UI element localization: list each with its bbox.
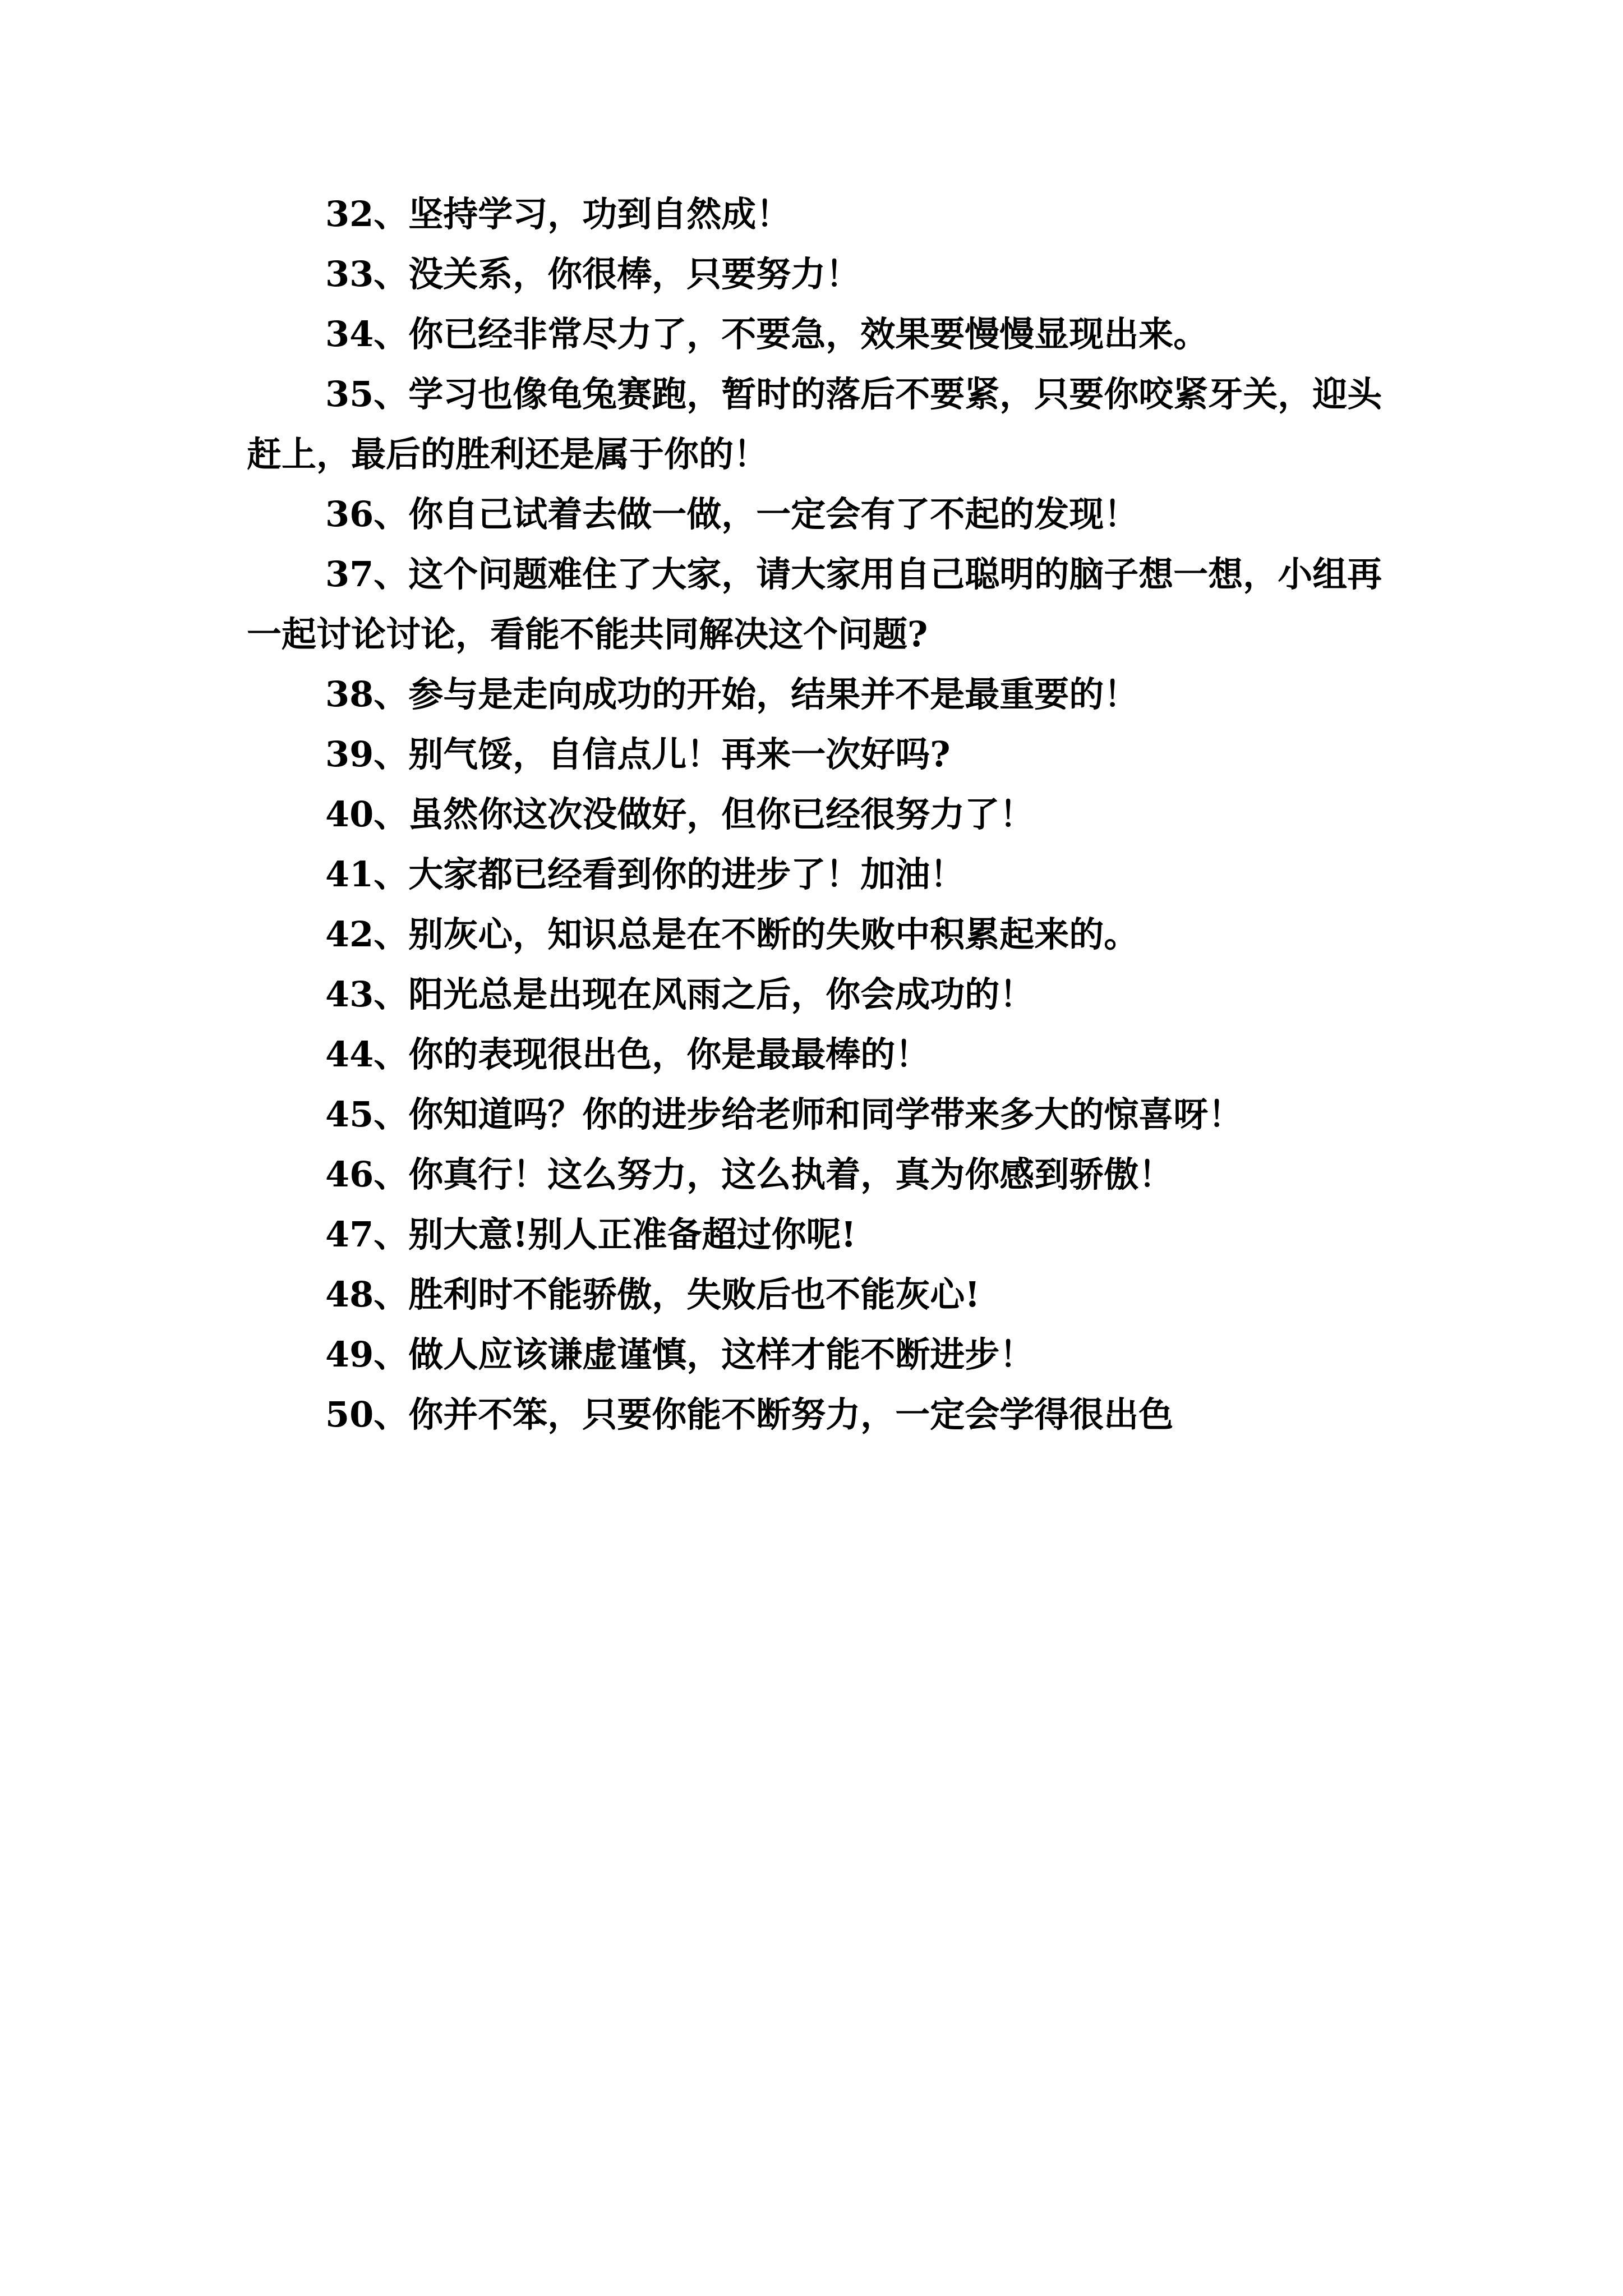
- list-item: 49、做人应该谦虚谨慎，这样才能不断进步！: [325, 1334, 1035, 1375]
- list-item: 35、学习也像龟兔赛跑，暂时的落后不要紧，只要你咬紧牙关，迎头赶上，最后的胜利还是属于你的！: [247, 374, 1382, 475]
- list-item: 36、你自己试着去做一做，一定会有了不起的发现！: [325, 494, 1139, 535]
- list-item: 33、没关系，你很棒，只要努力！: [325, 254, 861, 295]
- list-item: 50、你并不笨，只要你能不断努力，一定会学得很出色: [325, 1394, 1174, 1435]
- list-item: 32、坚持学习，功到自然成！: [325, 194, 791, 234]
- list-item: 39、别气馁，自信点儿！再来一次好吗?: [325, 734, 951, 775]
- encouragement-list: [247, 184, 1391, 1444]
- list-item: 34、你已经非常尽力了，不要急，效果要慢慢显现出来。: [325, 314, 1209, 355]
- list-item: 43、阳光总是出现在风雨之后，你会成功的！: [325, 974, 1035, 1015]
- list-item: 37、这个问题难住了大家，请大家用自己聪明的脑子想一想，小组再一起讨论讨论，看能不能共同解决这个问题?: [247, 554, 1382, 655]
- list-item: 38、参与是走向成功的开始，结果并不是最重要的！: [325, 674, 1139, 715]
- list-item: 47、别大意!别人正准备超过你呢!: [325, 1214, 856, 1255]
- list-item: 40、虽然你这次没做好，但你已经很努力了！: [325, 794, 1035, 835]
- list-item: 48、胜利时不能骄傲，失败后也不能灰心!: [325, 1274, 980, 1315]
- list-item: 46、你真行！这么努力，这么执着，真为你感到骄傲！: [325, 1154, 1174, 1195]
- list-item: 42、别灰心，知识总是在不断的失败中积累起来的。: [325, 914, 1139, 955]
- list-item: 41、大家都已经看到你的进步了！加油！: [325, 854, 965, 895]
- list-item: 45、你知道吗？你的进步给老师和同学带来多大的惊喜呀！: [325, 1094, 1243, 1135]
- list-item: 44、你的表现很出色，你是最最棒的！: [325, 1034, 930, 1075]
